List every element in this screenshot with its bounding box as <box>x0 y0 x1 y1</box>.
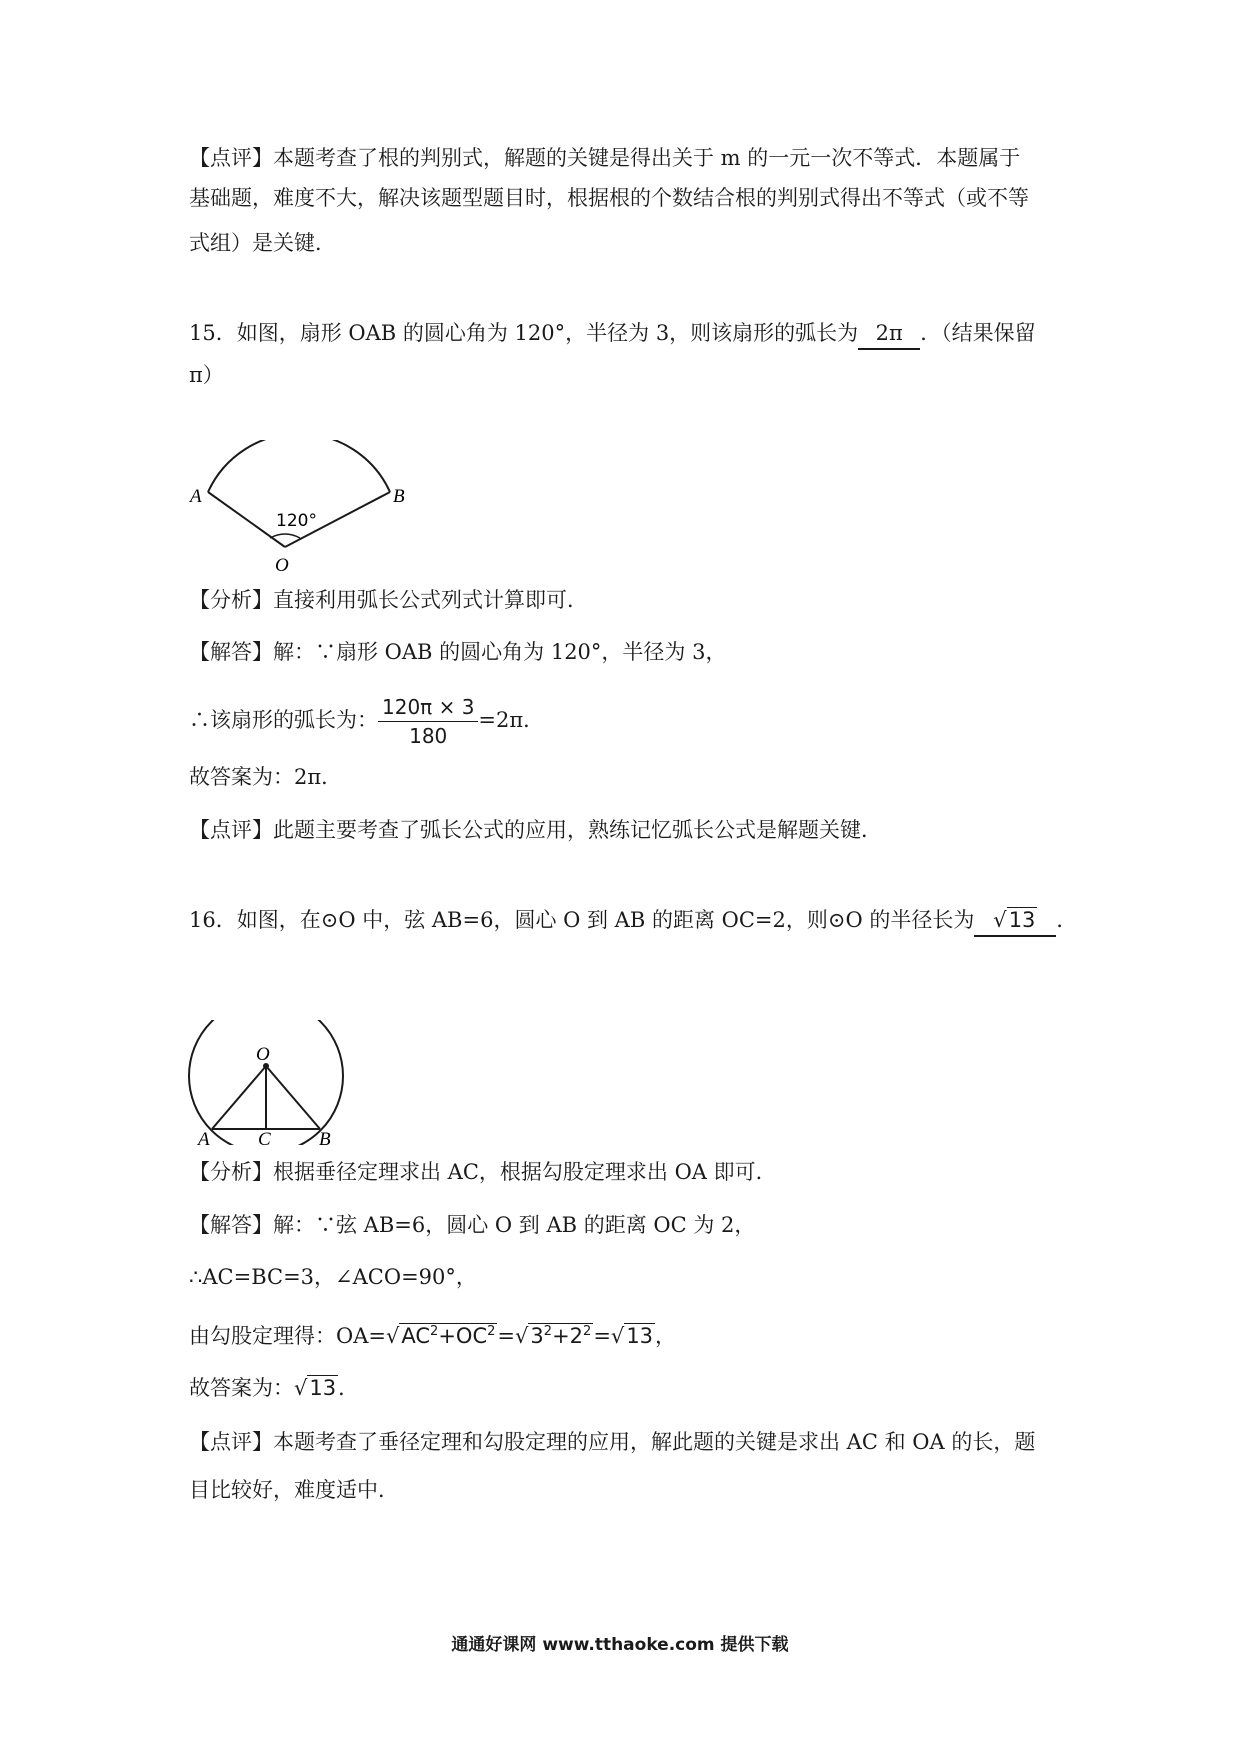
label-a: A <box>198 1129 210 1145</box>
q16-stem-after: ． <box>1056 908 1078 932</box>
prev-comment-line-1: 【点评】本题考查了根的判别式，解题的关键是得出关于 m 的一元一次不等式．本题属于 <box>189 146 1021 170</box>
label-b: B <box>319 1129 331 1145</box>
q16-answer <box>974 905 1056 937</box>
arc-length-fraction <box>378 693 478 750</box>
radicand-13-answer: 13 <box>309 1376 337 1400</box>
label-o: O <box>275 555 289 575</box>
sector-arc <box>208 440 390 492</box>
q16-comment-line-1: 【点评】本题考查了垂径定理和勾股定理的应用，解此题的关键是求出 AC 和 OA 的长，题 <box>189 1430 1036 1454</box>
label-a: A <box>190 486 202 507</box>
q16-answer-radicand: 13 <box>1008 908 1036 932</box>
q15-analysis: 【分析】直接利用弧长公式列式计算即可． <box>189 588 588 612</box>
q16-comment-line-2: 目比较好，难度适中． <box>189 1478 399 1502</box>
q15-stem-after: ．（结果保留 <box>920 321 1036 345</box>
q16-answer-line: 故答案为：√13． <box>189 1373 359 1403</box>
q16-stem <box>189 905 1077 937</box>
page-footer: 通通好课网 www.tthaoke.com 提供下载 <box>451 1635 789 1655</box>
circle-figure <box>186 1020 354 1145</box>
prev-comment-line-3: 式组）是关键． <box>189 231 336 255</box>
sqrt-3-2: $√3^2+2^2$ <box>515 1324 592 1348</box>
label-c: C <box>258 1129 271 1145</box>
q15-answer-line: 故答案为：2π． <box>189 765 343 789</box>
q15-stem-line-2: π） <box>189 363 224 387</box>
sector-figure <box>186 440 406 575</box>
exponent: 2 <box>430 1324 439 1339</box>
segment-oa <box>212 1066 266 1129</box>
q16-solution-1: 【解答】解：∵弦 AB=6，圆心 O 到 AB 的距离 OC 为 2， <box>189 1213 756 1237</box>
q15-solution-2 <box>189 691 544 750</box>
radicand-ac: AC <box>401 1324 431 1348</box>
radicand-3: 3 <box>530 1324 544 1348</box>
q15-solution-1: 【解答】解：∵扇形 OAB 的圆心角为 120°，半径为 3， <box>189 640 727 664</box>
fraction-denominator: 180 <box>409 724 448 748</box>
q15-comment: 【点评】此题主要考查了弧长公式的应用，熟练记忆弧长公式是解题关键． <box>189 818 882 842</box>
radicand-oc: +OC <box>438 1324 488 1348</box>
exponent: 2 <box>487 1324 496 1339</box>
sqrt-13-answer: √13 <box>294 1376 337 1400</box>
q15-solution-2-suffix: =2π． <box>478 708 545 732</box>
q16-analysis: 【分析】根据垂径定理求出 AC，根据勾股定理求出 OA 即可． <box>189 1160 777 1184</box>
radicand-2: +2 <box>552 1324 584 1348</box>
q16-solution-3: 由勾股定理得：$OA=√AC^2+OC^2=√3^2+2^2=√13$， <box>189 1314 676 1354</box>
sqrt-ac-oc: $√AC^2+OC^2$ <box>385 1324 496 1348</box>
label-b: B <box>393 486 405 507</box>
q16-answer-prefix: 故答案为： <box>189 1376 294 1400</box>
segment-ob <box>266 1066 320 1129</box>
q15-stem-before: 15．如图，扇形 OAB 的圆心角为 120°，半径为 3，则该扇形的弧长为 <box>189 321 859 345</box>
angle-arc <box>270 534 300 538</box>
prev-comment-line-2: 基础题，难度不大，解决该题型题目时，根据根的个数结合根的判别式得出不等式（或不等 <box>189 186 1029 210</box>
exponent: 2 <box>583 1324 592 1339</box>
q15-stem <box>189 318 1036 350</box>
sqrt-13: √13 <box>610 1324 654 1348</box>
angle-label: 120° <box>276 511 317 531</box>
sqrt-symbol: √13 <box>993 908 1036 932</box>
exponent: 2 <box>543 1324 553 1339</box>
radicand-13: 13 <box>626 1324 654 1348</box>
q15-solution-2-prefix: ∴该扇形的弧长为： <box>189 708 378 732</box>
q16-solution-2: ∴AC=BC=3，∠ACO=90°， <box>189 1265 477 1289</box>
label-o: O <box>256 1044 270 1065</box>
q15-answer: 2π <box>858 318 920 350</box>
q16-solution-3-prefix: 由勾股定理得：OA= <box>189 1324 386 1348</box>
q16-stem-before: 16．如图，在⊙O 中，弦 AB=6，圆心 O 到 AB 的距离 OC=2，则⊙O 的半径长为 <box>189 908 975 932</box>
fraction-numerator: 120π × 3 <box>378 693 478 722</box>
sector-radius-oa <box>208 492 285 547</box>
